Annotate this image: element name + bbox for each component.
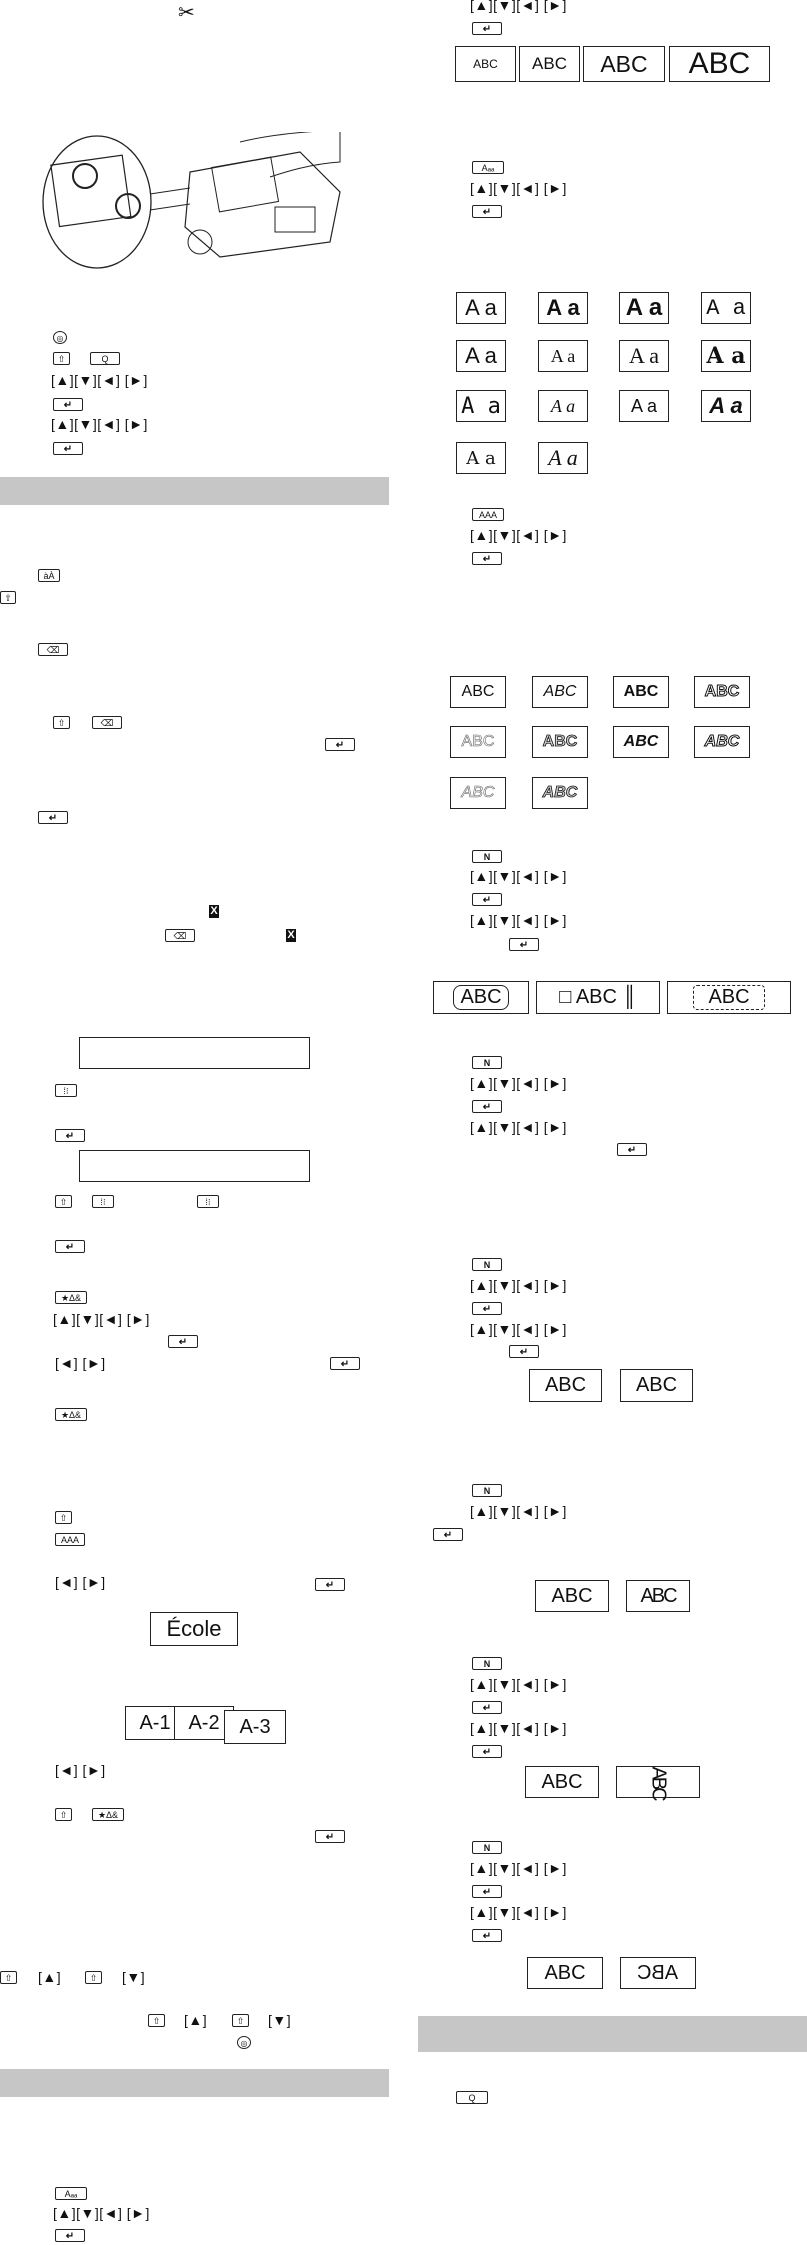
enter-key[interactable] [55,2229,85,2242]
font-sample: A a [538,340,588,372]
style-sample: ABC [694,676,750,708]
symbol-key[interactable]: ★Δ& [92,1808,124,1821]
arrow-keys: [▲][▼][◄] [►] [470,0,567,13]
arrow-keys: [▲][▼][◄] [►] [51,372,148,388]
feed-key[interactable]: Q [90,352,120,365]
display-box [79,1150,310,1182]
enter-key[interactable] [509,1345,539,1358]
arrow-keys: [▲][▼][◄] [►] [470,912,567,928]
arrow-keys: [▲][▼][◄] [►] [470,1860,567,1876]
enter-key[interactable] [472,1100,502,1113]
shift-key[interactable]: ⇧ [53,352,70,365]
down-key: [▼] [122,1969,146,1985]
arrow-keys: [▲][▼][◄] [►] [470,527,567,543]
rotate-sample-2-text: ABC [647,1765,670,1799]
shift-key[interactable]: ⇧ [55,1195,72,1208]
rotate-sample-1: ABC [525,1766,599,1798]
power-key[interactable]: ◎ [53,331,67,344]
font-sample: A a [619,340,669,372]
char-key[interactable]: ⁞⁝ [55,1084,77,1097]
frame-key[interactable]: N [472,1657,502,1670]
font-sample: A a [456,442,506,474]
accent-sample: École [150,1612,238,1646]
enter-key[interactable] [472,1929,502,1942]
font-key[interactable]: AAA [55,1533,85,1546]
down-key: [▼] [268,2012,292,2028]
font-sample: A a [619,292,669,324]
shift-key[interactable]: ⇧ [55,1511,72,1524]
arrow-keys: [▲][▼][◄] [►] [470,1277,567,1293]
frame-key[interactable]: N [472,1841,502,1854]
enter-key[interactable] [472,1885,502,1898]
align-sample-2: ABC [620,1369,693,1402]
left-right-keys: [◄] [►] [55,1762,106,1778]
size-sample-1: ABC [455,46,516,82]
size-sample-3: ABC [583,46,665,82]
char-key[interactable]: ⁞⁝ [197,1195,219,1208]
style-sample: ABC [450,777,506,809]
enter-key[interactable] [325,738,355,751]
font-sample: A a [538,292,588,324]
mirror-sample-2-text: ABC [637,1961,679,1984]
x-glyph: X [287,929,295,941]
shift-key[interactable]: ⇧ [55,1808,72,1821]
enter-key[interactable] [509,938,539,951]
width-sample-2: ABC [626,1580,690,1612]
font-sample: A a [701,340,751,372]
shift-key[interactable]: ⇧ [53,716,70,729]
numbering-sample-1: A-1 [125,1706,185,1740]
accent-key[interactable]: àÀ [38,569,60,582]
shift-key[interactable]: ⇧ [0,1971,17,1984]
enter-key[interactable] [315,1830,345,1843]
arrow-keys: [▲][▼][◄] [►] [470,1075,567,1091]
arrow-keys: [▲][▼][◄] [►] [53,1311,150,1327]
width-sample-1: ABC [535,1580,609,1612]
frame-key[interactable]: N [472,850,502,863]
symbol-key[interactable]: ★Δ& [55,1408,87,1421]
enter-key[interactable] [472,893,502,906]
size-key[interactable]: Aₐₐ [472,161,504,174]
shift-key[interactable]: ⇧ [148,2014,165,2027]
numbering-sample-3: A-3 [224,1710,286,1744]
rotate-sample-2 [616,1766,700,1798]
frame-key[interactable]: N [472,1484,502,1497]
enter-key[interactable] [472,1701,502,1714]
style-sample: ABC [694,726,750,758]
style-sample: ABC [532,726,588,758]
up-key: [▲] [38,1969,62,1985]
size-sample-4: ABC [669,46,770,82]
up-key: [▲] [184,2012,208,2028]
char-key[interactable]: ⁞⁝ [92,1195,114,1208]
shift-key[interactable]: ⇧ [85,1971,102,1984]
font-sample: A a [619,390,669,422]
feed-key[interactable]: Q [456,2091,488,2104]
style-sample: ABC [450,676,506,708]
shift-key[interactable]: ⇧ [232,2014,249,2027]
font-key[interactable]: AAA [472,508,504,521]
enter-key[interactable] [472,552,502,565]
font-sample: A a [538,442,588,474]
section-header-bar [0,477,389,505]
enter-key[interactable] [315,1578,345,1591]
style-sample: ABC [450,726,506,758]
clear-key[interactable]: ⌫ [165,929,195,942]
enter-key[interactable] [617,1143,647,1156]
font-sample: A a [456,390,506,422]
display-box [79,1037,310,1069]
enter-key[interactable] [472,22,502,35]
arrow-keys: [▲][▼][◄] [►] [53,2205,150,2221]
font-sample: A a [701,292,751,324]
clear-key[interactable]: ⌫ [92,716,122,729]
frame-sample-2: □ ABC ║ [536,981,660,1014]
arrow-keys: [▲][▼][◄] [►] [470,1503,567,1519]
font-sample: A a [456,292,506,324]
enter-key[interactable] [472,205,502,218]
mirror-sample-2 [620,1957,696,1989]
style-sample: ABC [613,676,669,708]
clear-key[interactable]: ⌫ [38,643,68,656]
size-sample-2: ABC [519,46,580,82]
mirror-sample-1: ABC [527,1957,603,1989]
frame-sample-1 [433,981,529,1014]
arrow-keys: [▲][▼][◄] [►] [470,1676,567,1692]
enter-key[interactable] [53,398,83,411]
frame-key[interactable]: N [472,1056,502,1069]
enter-key[interactable] [55,1240,85,1253]
x-glyph: X [210,905,218,917]
font-sample: A a [456,340,506,372]
enter-key[interactable] [330,1357,360,1370]
enter-key[interactable] [53,442,83,455]
frame-key[interactable]: N [472,1258,502,1271]
arrow-keys: [▲][▼][◄] [►] [470,868,567,884]
shift-key[interactable]: ⇧ [0,591,16,604]
align-sample-1: ABC [529,1369,602,1402]
arrow-keys: [▲][▼][◄] [►] [470,1720,567,1736]
frame-sample-3-text: ABC [693,985,764,1010]
section-header-bar [0,2069,389,2097]
symbol-key[interactable]: ★Δ& [55,1291,87,1304]
arrow-keys: [▲][▼][◄] [►] [470,1904,567,1920]
power-key[interactable]: ◎ [237,2036,251,2049]
enter-key[interactable] [433,1528,463,1541]
size-key[interactable]: Aₐₐ [55,2187,87,2200]
style-sample: ABC [532,676,588,708]
section-header-bar [418,2016,807,2052]
left-right-keys: [◄] [►] [55,1355,106,1371]
left-right-keys: [◄] [►] [55,1574,106,1590]
enter-key[interactable] [472,1745,502,1758]
enter-key[interactable] [55,1129,85,1142]
enter-key[interactable] [472,1302,502,1315]
scissors-icon: ✂ [178,2,195,24]
font-sample: A a [538,390,588,422]
style-sample: ABC [532,777,588,809]
font-sample: A a [701,390,751,422]
arrow-keys: [▲][▼][◄] [►] [470,180,567,196]
cassette-insert-illustration [40,132,360,272]
frame-sample-1-text: ABC [453,985,508,1010]
frame-sample-3 [667,981,791,1014]
arrow-keys: [▲][▼][◄] [►] [470,1321,567,1337]
style-sample: ABC [613,726,669,758]
arrow-keys: [▲][▼][◄] [►] [470,1119,567,1135]
enter-key[interactable] [168,1335,198,1348]
enter-key[interactable] [38,811,68,824]
arrow-keys: [▲][▼][◄] [►] [51,416,148,432]
numbering-sample-2: A-2 [174,1706,234,1740]
